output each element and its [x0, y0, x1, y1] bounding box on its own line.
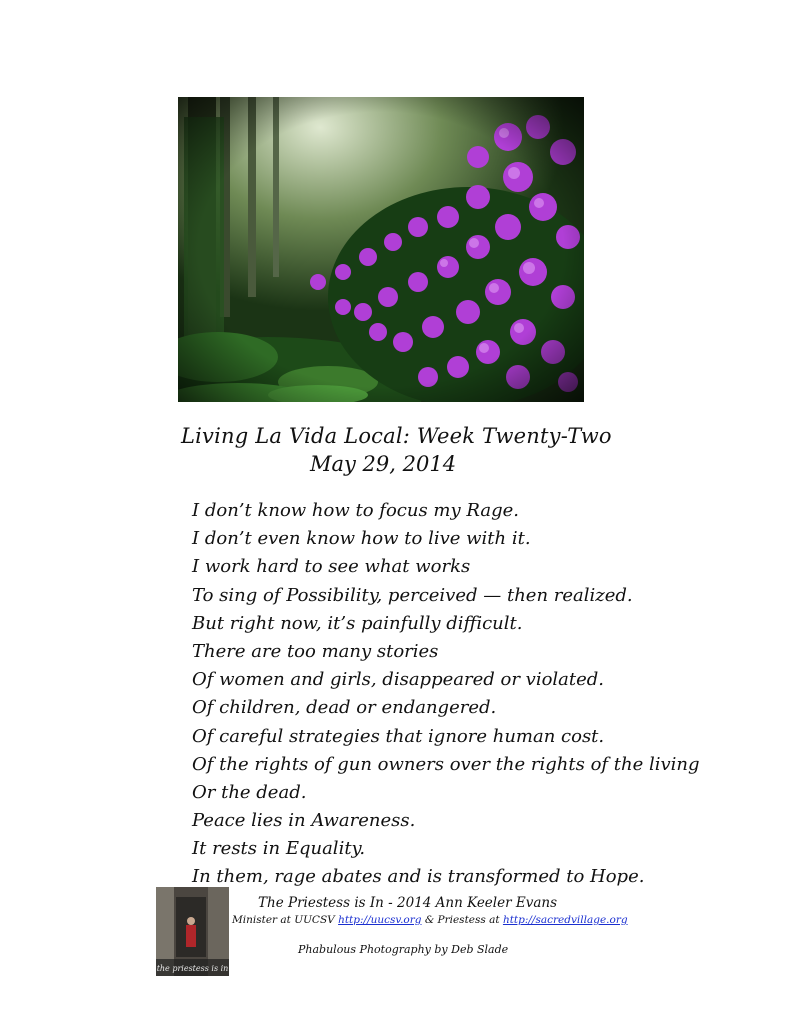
author-credit: The Priestess is In - 2014 Ann Keeler Evans	[258, 895, 558, 911]
rhododendron-photo	[178, 97, 584, 402]
minister-prefix: Minister at UUCSV	[232, 914, 339, 926]
page-date: May 29, 2014	[310, 452, 457, 476]
poem-line: Of careful strategies that ignore human cost.	[192, 725, 605, 747]
poem-line: I don’t know how to focus my Rage.	[192, 500, 519, 521]
sacredvillage-link[interactable]: http://sacredvillage.org	[502, 914, 628, 926]
priestess-thumbnail	[156, 887, 229, 976]
priestess-prefix: & Priestess at	[421, 914, 503, 926]
poem-line: There are too many stories	[192, 640, 439, 662]
thumbnail-caption: the priestess is in	[156, 964, 229, 973]
uucsv-link[interactable]: http://uucsv.org	[338, 914, 422, 926]
page-title: Living La Vida Local: Week Twenty-Two	[181, 424, 612, 448]
poem-line: In them, rage abates and is transformed to Hope.	[192, 866, 645, 888]
poem-line: To sing of Possibility, perceived — then realized.	[192, 584, 633, 606]
poem-line: Of children, dead or endangered.	[192, 697, 497, 719]
poem-line: It rests in Equality.	[192, 838, 366, 860]
poem-line: I don’t even know how to live with it.	[192, 528, 531, 550]
poem-line: Or the dead.	[192, 781, 307, 803]
poem-line: Peace lies in Awareness.	[192, 810, 416, 832]
poem-line: But right now, it’s painfully difficult.	[192, 612, 523, 634]
minister-line	[232, 914, 628, 926]
poem-line: Of the rights of gun owners over the rights of the living	[192, 753, 700, 775]
poem-line: Of women and girls, disappeared or violated.	[192, 669, 605, 691]
poem-line: I work hard to see what works	[192, 556, 471, 578]
poem	[192, 497, 700, 892]
photography-credit: Phabulous Photography by Deb Slade	[298, 943, 509, 956]
